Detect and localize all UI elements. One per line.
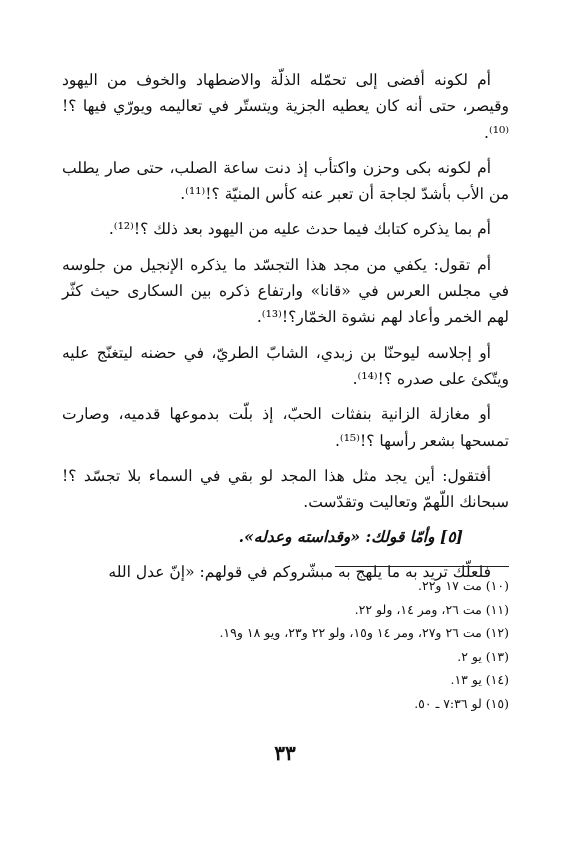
footnote: (١٠) مت ١٧ و٢٢. bbox=[418, 578, 509, 593]
main-text bbox=[62, 67, 509, 594]
footnote: (١٣) يو ٢. bbox=[457, 648, 509, 664]
footnote: (١٢) مت ٢٦ و٢٧، ومر ١٤ و١٥، ولو ٢٢ و٢٣، ويو ١٨ و١٩. bbox=[219, 625, 509, 641]
paragraph: أم لكونه بكى وحزن واكتأب إذ دنت ساعة الصلب، حتى صار يطلب من الأب بأشدّ لجاجة أن تعبر عنه كأس المنيّة ؟!⁽¹¹⁾. bbox=[62, 158, 509, 204]
paragraph: أفتقول: أين يجد مثل هذا المجد لو بقي في السماء بلا تجسّد ؟! سبحانك اللّهمّ وتعاليت وتقدّست. bbox=[62, 466, 509, 512]
footnote-divider bbox=[335, 566, 509, 567]
paragraph: أو إجلاسه ليوحنّا بن زبدي، الشابّ الطريّ، في حضنه ليتغنّج عليه ويتّكئ على صدره ؟!⁽¹⁴⁾. bbox=[62, 343, 509, 388]
paragraph: أو مغازلة الزانية بنفثات الحبّ، إذ بلّت بدموعها قدميه، وصارت تمسحها بشعر رأسها ؟!⁽¹⁵⁾. bbox=[62, 405, 509, 450]
page-number: ٣٣ bbox=[274, 741, 296, 765]
section-heading: [٥] وأمّا قولك: «وقداسته وعدله». bbox=[238, 527, 463, 547]
paragraph: فلعلّك تريد به ما يلهج به مبشّروكم في قولهم: «إنّ عدل الله bbox=[108, 562, 491, 581]
footnote: (١٤) يو ١٣. bbox=[450, 672, 509, 688]
footnote: (١٥) لو ٧:٣٦ ـ ٥٠. bbox=[414, 695, 509, 711]
footnote: (١١) مت ٢٦، ومر ١٤، ولو ٢٢. bbox=[354, 601, 509, 617]
paragraph: أم لكونه أفضى إلى تحمّله الذلّة والاضطهاد والخوف من اليهود وقيصر، حتى أنه كان يعطيه الجزية ويتستّر في تعاليمه ويورّي فيها ؟!⁽¹⁰⁾. bbox=[62, 71, 509, 142]
paragraph: أم بما يذكره كتابك فيما حدث عليه من اليهود بعد ذلك ؟!⁽¹²⁾. bbox=[108, 220, 491, 239]
footnotes bbox=[200, 574, 509, 716]
paragraph: أم تقول: يكفي من مجد هذا التجسّد ما يذكره الإنجيل من جلوسه في مجلس العرس في «قانا» وارتفاع ذكره بين السكارى حيث كثّر لهم الخمر وأعاد لهم نشوة الخمّار؟!⁽¹³⁾. bbox=[62, 255, 509, 327]
